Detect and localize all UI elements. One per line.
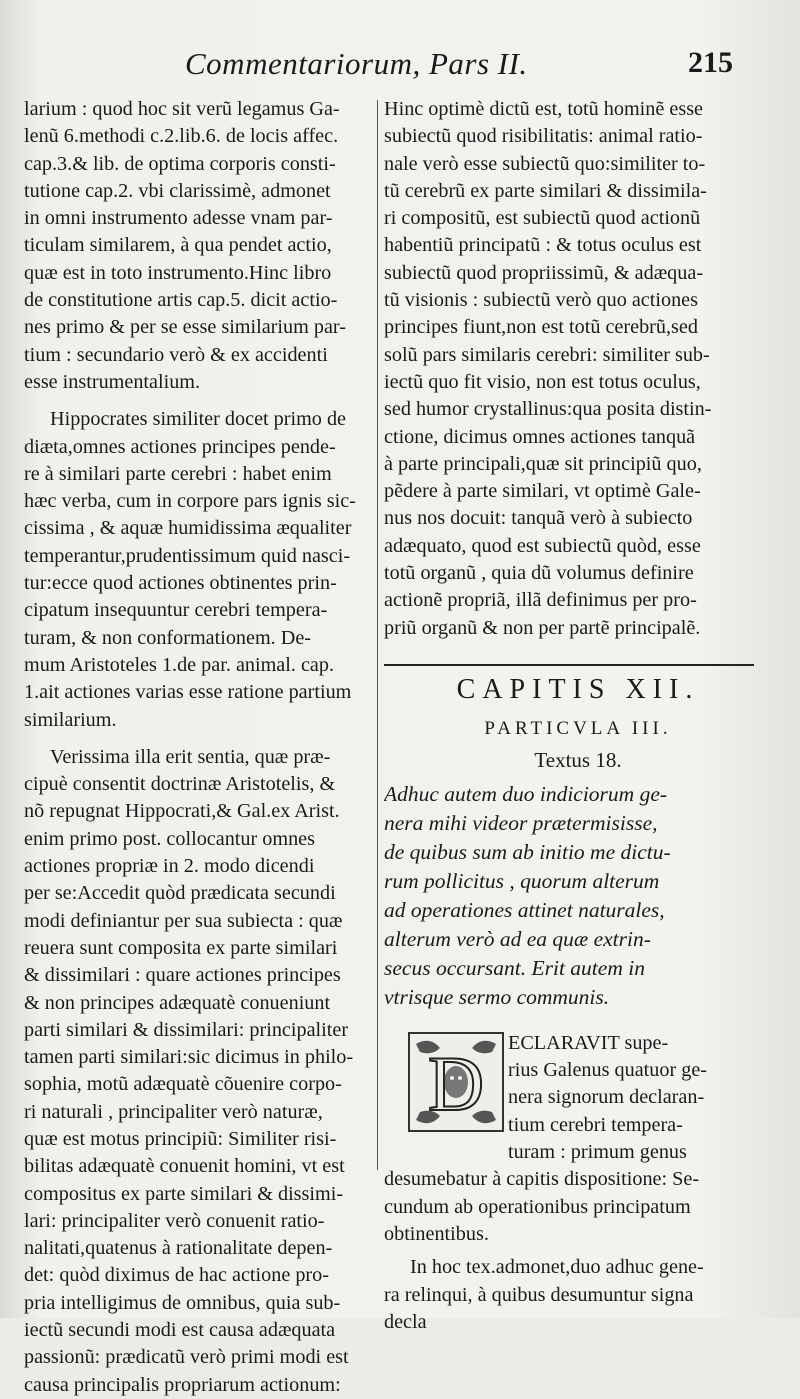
- text-line: iectũ secundi modi est causa adæquata: [24, 1319, 336, 1342]
- text-line: temperantur,prudentissimum quid nasci-: [24, 544, 351, 567]
- text-line: cundum ab operationibus principatum: [384, 1195, 691, 1218]
- text-line: ticulam similarem, à qua pendet actio,: [24, 234, 332, 257]
- text-line: tũ cerebrũ ex parte similari & dissimila-: [384, 179, 707, 202]
- text-line: decla: [384, 1310, 427, 1333]
- text-line: actionẽ propriã, illã definimus per pro-: [384, 589, 697, 612]
- text-line: 1.ait actiones varias esse ratione partium: [24, 681, 352, 704]
- text-line: mum Aristoteles 1.de par. animal. cap.: [24, 653, 335, 676]
- text-line: nera signorum declaran-: [508, 1086, 705, 1109]
- text-line: habentiũ principatũ : & totus oculus est: [384, 234, 702, 257]
- text-line: tium : secundario verò & ex accidenti: [24, 343, 328, 366]
- text-line: de constitutione artis cap.5. dicit actio-: [24, 289, 338, 312]
- text-line: nes primo & per se esse similarium par-: [24, 316, 346, 339]
- after-dropcap-lines: [384, 1166, 772, 1248]
- text-line: tutione cap.2. vbi clarissimè, admonet: [24, 179, 331, 202]
- section-rule: [384, 664, 754, 666]
- text-line: ad operationes attinet naturales,: [384, 897, 665, 922]
- text-line: nera mihi videor prætermisisse,: [384, 810, 658, 835]
- text-line: & non principes adæquatè conueniunt: [24, 991, 331, 1014]
- text-line: modi definiantur per sua subiecta : quæ: [24, 909, 343, 932]
- right-column: [384, 96, 772, 1336]
- text-line: re à similari parte cerebri : habet enim: [24, 462, 332, 485]
- text-line: enim primo post. collocantur omnes: [24, 827, 315, 850]
- text-line: de quibus sum ab initio me dictu-: [384, 839, 671, 864]
- text-line: ri naturali , principaliter verò naturæ,: [24, 1100, 323, 1123]
- text-line: tamen parti similari:sic dicimus in philo-: [24, 1046, 354, 1069]
- page-header: [0, 42, 780, 92]
- particle-title: PARTICVLA III.: [484, 718, 672, 740]
- text-line: Verissima illa erit sentia, quæ præ-: [50, 745, 331, 768]
- text-line: totũ organũ , quia dũ volumus definire: [384, 562, 694, 585]
- left-paragraph-2: [24, 406, 374, 734]
- text-line: bilitas adæquatè conuenit homini, vt est: [24, 1155, 345, 1178]
- text-line: adæquato, quod est subiectũ quòd, esse: [384, 534, 701, 557]
- decorated-initial-icon: [410, 1034, 502, 1130]
- decorated-initial: [408, 1032, 504, 1132]
- text-line: quæ est in toto instrumento.Hinc libro: [24, 261, 332, 284]
- text-line: diæta,omnes actiones principes pende-: [24, 435, 336, 458]
- text-line: tium cerebri tempera-: [508, 1113, 683, 1136]
- text-line: secus occursant. Erit autem in: [384, 955, 645, 980]
- text-line: In hoc tex.admonet,duo adhuc gene-: [410, 1256, 704, 1279]
- right-last-paragraph: [384, 1254, 772, 1336]
- text-line: Hinc optimè dictũ est, totũ hominẽ esse: [384, 98, 704, 120]
- text-line: sed humor crystallinus:qua posita distin-: [384, 398, 712, 421]
- text-line: similarium.: [24, 708, 117, 731]
- text-line: lari: principaliter verò conuenit ratio-: [24, 1209, 325, 1232]
- text-line: alterum verò ad ea quæ extrin-: [384, 926, 651, 951]
- text-line: nus nos docuit: tanquã verò à subiecto: [384, 507, 693, 530]
- text-line: cipatum insequuntur cerebri tempera-: [24, 599, 328, 622]
- text-line: turam, & non conformationem. De-: [24, 626, 312, 649]
- column-divider: [377, 100, 378, 1170]
- text-line: solũ pars similaris cerebri: similiter sub-: [384, 343, 710, 366]
- quoted-text-block: [384, 780, 772, 1012]
- text-line: passionũ: prædicatũ verò primi modi est: [24, 1346, 349, 1369]
- commentary-opening: [384, 1030, 772, 1248]
- text-line: principes fiunt,non est totũ cerebrũ,sed: [384, 316, 698, 339]
- right-top-paragraph: [384, 96, 772, 642]
- text-line: cap.3.& lib. de optima corporis consti-: [24, 152, 336, 175]
- text-line: compositus ex parte similari & dissimi-: [24, 1182, 344, 1205]
- svg-text:D: D: [427, 1039, 485, 1127]
- text-line: ri compositũ, est subiectũ quod actionũ: [384, 207, 701, 230]
- running-title: Commentariorum, Pars II.: [185, 46, 528, 81]
- text-line: esse instrumentalium.: [24, 370, 201, 393]
- text-line: subiectũ quod risibilitatis: animal ratio-: [384, 125, 703, 148]
- text-line: tũ visionis : subiectũ verò quo actiones: [384, 289, 698, 312]
- text-line: obtinentibus.: [384, 1222, 489, 1245]
- text-line: rius Galenus quatuor ge-: [508, 1059, 708, 1082]
- text-line: actiones propriæ in 2. modo dicendi: [24, 855, 315, 878]
- text-line: parti similari & dissimilari: principaliter: [24, 1018, 349, 1041]
- text-line: Hippocrates similiter docet primo de: [50, 408, 347, 431]
- textus-title: Textus 18.: [534, 747, 622, 772]
- text-line: rum pollicitus , quorum alterum: [384, 868, 660, 893]
- text-line: quæ est motus principiũ: Similiter risi-: [24, 1127, 337, 1150]
- text-line: reuera sunt composita ex parte similari: [24, 936, 338, 959]
- text-line: tur:ecce quod actiones obtinentes prin-: [24, 572, 337, 595]
- text-line: desumebatur à capitis dispositione: Se-: [384, 1168, 700, 1191]
- text-line: in omni instrumento adesse vnam par-: [24, 207, 333, 230]
- text-line: vtrisque sermo communis.: [384, 984, 610, 1009]
- text-line: subiectũ quod propriissimũ, & adæqua-: [384, 261, 704, 284]
- text-line: hæc verba, cum in corpore pars ignis sic-: [24, 490, 356, 513]
- text-line: larium : quod hoc sit verũ legamus Ga-: [24, 98, 340, 120]
- text-line: ECLARAVIT supe-: [508, 1031, 669, 1054]
- text-line: cissima , & aquæ humidissima æqualiter: [24, 517, 352, 540]
- text-line: à parte principali,quæ sit principiũ quo,: [384, 452, 702, 475]
- left-paragraph-1: [24, 96, 374, 396]
- text-line: nalitati,quatenus à rationalitate depen-: [24, 1237, 333, 1260]
- text-line: ra relinqui, à quibus desumuntur signa: [384, 1283, 694, 1306]
- text-line: Adhuc autem duo indiciorum ge-: [384, 781, 668, 806]
- text-line: nale verò esse subiectũ quo:similiter to-: [384, 152, 706, 175]
- text-line: priũ organũ & non per partẽ principalẽ.: [384, 616, 701, 639]
- text-line: pẽdere à parte similari, vt optimè Gale-: [384, 480, 701, 503]
- text-line: & dissimilari : quare actiones principes: [24, 964, 341, 987]
- text-line: iectũ quo fit visio, non est totus oculus,: [384, 370, 701, 393]
- chapter-title: CAPITIS XII.: [456, 673, 700, 705]
- text-line: cipuè consentit doctrinæ Aristotelis, &: [24, 773, 336, 796]
- text-line: sophia, motũ adæquatè cõuenire corpo-: [24, 1073, 342, 1096]
- text-line: nõ repugnat Hippocrati,& Gal.ex Arist.: [24, 800, 340, 823]
- page-number: 215: [688, 46, 733, 79]
- left-paragraph-3: [24, 744, 374, 1399]
- text-line: turam : primum genus: [508, 1141, 687, 1164]
- text-line: causa principalis propriarum actionum:: [24, 1373, 341, 1396]
- text-line: lenũ 6.methodi c.2.lib.6. de locis affec.: [24, 125, 339, 148]
- left-column: [24, 96, 374, 1399]
- text-line: per se:Accedit quòd prædicata secundi: [24, 882, 336, 905]
- text-line: pria intelligimus de omnibus, quia sub-: [24, 1291, 341, 1314]
- text-line: ctione, dicimus omnes actiones tanquã: [384, 425, 696, 448]
- text-line: det: quòd diximus de hac actione pro-: [24, 1264, 329, 1287]
